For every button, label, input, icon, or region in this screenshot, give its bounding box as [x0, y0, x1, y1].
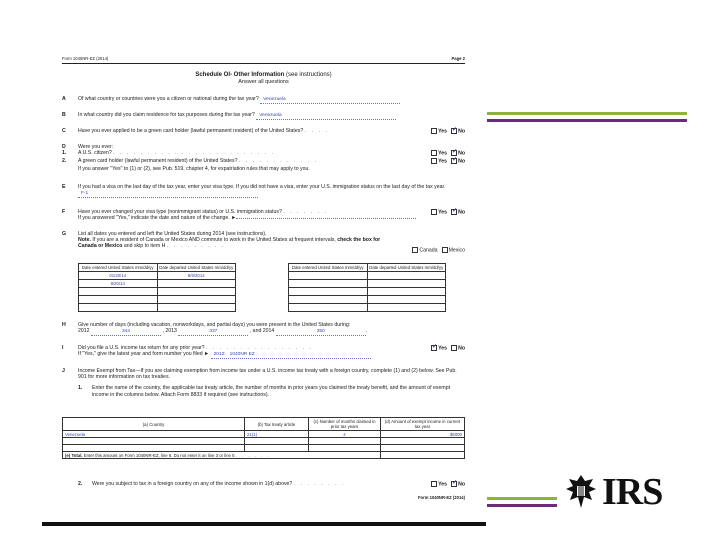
irs-logo — [564, 464, 676, 520]
table-row: 01/20/14 8/6/2014 — [79, 272, 236, 280]
table-row — [289, 272, 446, 280]
accent-bar-green-top — [487, 112, 687, 115]
bottom-rule — [42, 522, 486, 526]
question-a: A Of what country or countries were you a citizen or national during the tax year? Venezuela — [62, 96, 465, 106]
table-row: Venezuela 21(1) 4 $5000 — [63, 431, 465, 438]
visa-change-field[interactable] — [236, 218, 416, 219]
table-row — [289, 304, 446, 312]
us-citizen-no-checkbox[interactable] — [451, 150, 457, 156]
green-card-no-checkbox[interactable] — [451, 128, 457, 134]
canada-checkbox[interactable] — [412, 247, 418, 253]
eagle-icon — [564, 472, 598, 512]
table-row: (e) Total. Enter this amount on Form 1040NR-EZ, line 6. Do not enter it on line 3 or line 5 . . . . . . — [63, 452, 465, 459]
form-footer: Form 1040NR-EZ (2014) — [417, 495, 465, 500]
green-card-yes-checkbox[interactable] — [431, 128, 437, 134]
question-j: J Income Exempt from Tax—If you are claiming exemption from income tax under a U.S. income tax treaty with a foreign country, complete (1) and (2) below. See Pub. 901 for more information on tax treaties. 1. Enter the name of the country, the applicable tax treaty article, the number of months in prior years you claimed the treaty benefit, and the amount of exempt income in the columns below. Attach Form 8833 if required (see instructions). — [62, 368, 457, 398]
tax-residence-field[interactable]: Venezuela — [256, 113, 396, 120]
dates-table-right: Date entered United States mm/dd/yy Date departed United States mm/dd/yy — [288, 263, 446, 312]
question-j2: 2. Were you subject to tax in a foreign country on any of the income shown in 1(d) above? . . . . . . . . Yes ✓ No — [62, 481, 465, 491]
days-2013-field[interactable]: 337 — [178, 329, 248, 336]
question-d: D Were you ever: 1. A U.S. citizen? . . . . . . . . . . . . . . . . . . . . . . . . Yes ✓ No 2. A green card holder (lawful permanent resident) of the United States? . . . . . . . . . . . . Yes ✓ No If you answer "Yes" to (1) or (2), see Pub. 519, chapter 4, for expatriation rules that may apply to you. — [62, 144, 465, 180]
form-header — [62, 56, 465, 64]
table-row — [79, 296, 236, 304]
question-f: F Have you ever changed your visa type (nonimmigrant status) or U.S. immigration status? . . . . . . . If you answered "Yes," indicate the date and nature of the change. ► Yes ✓ No — [62, 209, 465, 225]
table-row — [289, 288, 446, 296]
schedule-title: Schedule OI- Other Information (see instructions) — [195, 72, 332, 79]
treaty-table: (a) Country (b) Tax treaty article (c) Number of months claimed in prior tax years (d) Amount of exempt income in current tax year Venezuela 21(1) 4 $5000 (e) Total. Enter this amount on Form 1040NR-EZ, line 6. Do not enter it on line 3 or line 5 . . . . . . — [62, 417, 465, 459]
total-exempt-field[interactable] — [381, 452, 465, 459]
question-b: B In what country did you claim residence for tax purposes during the tax year? Venezuela — [62, 112, 465, 122]
visa-change-no-checkbox[interactable] — [451, 209, 457, 215]
visa-type-field[interactable]: F-1 — [78, 191, 258, 198]
foreign-tax-yes-checkbox[interactable] — [431, 481, 437, 487]
green-card-holder-yes-checkbox[interactable] — [431, 158, 437, 164]
prior-return-yes-checkbox[interactable] — [431, 345, 437, 351]
schedule-oi-form — [62, 56, 465, 503]
citizenship-field[interactable]: Venezuela — [260, 97, 400, 104]
question-e: E If you had a visa on the last day of the tax year, enter your visa type. If you did not have a visa, enter your U.S. immigration status on the last day of the tax year. F-1 — [62, 184, 446, 197]
accent-bar-purple-top — [487, 119, 687, 122]
form-id: Form 1040NR-EZ (2014) — [62, 56, 109, 61]
green-card-holder-no-checkbox[interactable] — [451, 158, 457, 164]
days-2012-field[interactable]: 344 — [91, 329, 161, 336]
accent-bar-purple-bottom — [487, 504, 557, 507]
irs-logo-text: IRS — [602, 471, 663, 513]
table-row — [79, 288, 236, 296]
question-c: C Have you ever applied to be a green card holder (lawful permanent resident) of the United States? . . . . Yes ✓ No — [62, 128, 465, 138]
mexico-checkbox[interactable] — [442, 247, 448, 253]
table-row — [289, 280, 446, 288]
schedule-subtitle: Answer all questions — [238, 79, 289, 86]
question-h: H Give number of days (including vacation, nonworkdays, and partial days) you were present in the United States during: 2012 344 , 2013 337 , and 2014 350 . — [62, 322, 368, 335]
table-row: 8/20/14 — [79, 280, 236, 288]
accent-bar-green-bottom — [487, 497, 557, 500]
table-row — [79, 304, 236, 312]
us-citizen-yes-checkbox[interactable] — [431, 150, 437, 156]
foreign-tax-no-checkbox[interactable] — [451, 481, 457, 487]
table-row — [289, 296, 446, 304]
table-row — [63, 438, 465, 445]
dates-table-left: Date entered United States mm/dd/yy Date departed United States mm/dd/yy 01/20/14 8/6/2014 8/20/14 — [78, 263, 236, 312]
prior-return-no-checkbox[interactable] — [451, 345, 457, 351]
question-i: I Did you file a U.S. income tax return for any prior year? . . . . . . . . . . . . . . . . If "Yes," give the latest year and form number you filed ► 2012: 1040NR EZ ✓Yes No — [62, 345, 465, 361]
table-row — [63, 445, 465, 452]
question-g: G List all dates you entered and left the United States during 2014 (see instructions). Note. If you are a resident of Canada or Mexico AND commute to work in the United States at frequent intervals, check the box for Canada or Mexico and skip to item H . . . . . . . . . Canada Mexico — [62, 231, 465, 254]
visa-change-yes-checkbox[interactable] — [431, 209, 437, 215]
prior-return-field[interactable]: 2012: 1040NR EZ — [211, 352, 371, 359]
days-2014-field[interactable]: 350 — [276, 329, 366, 336]
page-number: Page 2 — [451, 56, 465, 61]
